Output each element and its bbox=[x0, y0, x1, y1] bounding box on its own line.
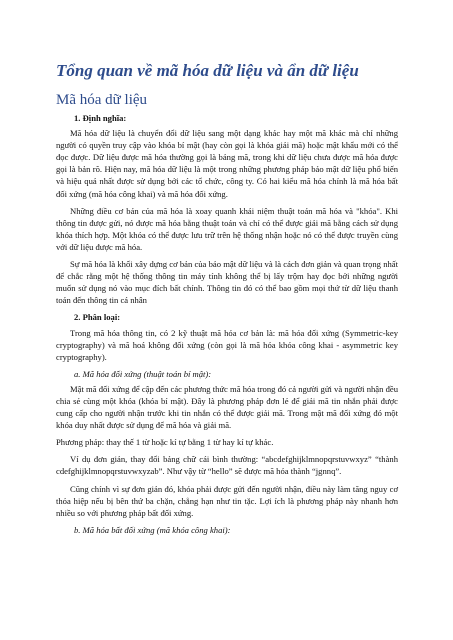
section-heading: Mã hóa dữ liệu bbox=[56, 92, 148, 108]
paragraph: Mã hóa dữ liệu là chuyển đổi dữ liệu sang một dạng khác hay một mã khác mà chỉ những người có quyền truy cập vào khóa bí mật (hay còn gọi là khóa giải mã) hoặc mật khẩu mới có thể đọc được. Dữ liệu được mã hóa thường gọi là bảng mã, trong khi dữ liệu chưa được mã hóa được gọi là bản rõ. Hiện nay, mã hóa dữ liệu là một trong những phương pháp bảo mật dữ liệu phổ biến và hiệu quả nhất được sử dụng bởi các tổ chức, công ty. Có hai kiểu mã hóa chính là mã hóa bất đối xứng (mã hóa công khai) và mã hóa đối xứng. bbox=[56, 128, 398, 199]
paragraph: Sự mã hóa là khối xây dựng cơ bản của bảo mật dữ liệu và là cách đơn giản và quan trọng nhất để chắc rằng một hệ thống thông tin máy tính không thể bị lấy trộm hay đọc bởi những người muốn sử dụng nó vào mục đích bất chính. Thông tin đó có thể bao gồm mọi thứ từ dữ liệu thanh toán đến thông tin cá nhân bbox=[56, 259, 398, 306]
paragraph: Cũng chính vì sự đơn giản đó, khóa phải được gửi đến người nhận, điều này làm tăng nguy cơ thỏa hiệp nếu bị bên thứ ba chặn, chẳng hạn như tin tặc. Lợi ích là phương pháp này nhanh hơn nhiều so với phương pháp bất đối xứng. bbox=[56, 483, 398, 518]
heading-definition: 1. Định nghĩa: bbox=[74, 113, 127, 123]
paragraph: Trong mã hóa thông tin, có 2 kỹ thuật mã hóa cơ bản là: mã hóa đối xứng (Symmetric-key cryptography) và mã hoá không đối xứng (còn gọi là mã hóa khóa công khai - asymmetric key cryptography). bbox=[56, 327, 398, 362]
paragraph: Những điều cơ bản của mã hóa là xoay quanh khái niệm thuật toán mã hóa và "khóa". Khi thông tin được gửi, nó được mã hóa bằng thuật toán và chỉ có thể được giải mã bằng cách sử dụng khóa thích hợp. Một khóa có thể được lưu trữ trên hệ thống nhận hoặc nó có thể được truyền cùng với dữ liệu được mã hóa. bbox=[56, 205, 398, 252]
paragraph: Ví dụ đơn giản, thay đổi bảng chữ cái bình thường: “abcdefghijklmnopqrstuvwxyz” “thành cdefghijklmnopqrstuvwxyzab”. Như vậy từ “hello” sẽ được mã hóa thành “jgnnq”. bbox=[56, 454, 398, 477]
heading-classification: 2. Phân loại: bbox=[74, 312, 121, 323]
subheading-asymmetric: b. Mã hóa bất đối xứng (mã khóa công khai): bbox=[74, 524, 231, 535]
document-title: Tổng quan về mã hóa dữ liệu và ẩn dữ liệu bbox=[56, 61, 359, 80]
paragraph: Phương pháp: thay thế 1 từ hoặc kí tự bằng 1 từ hay kí tự khác. bbox=[56, 437, 274, 448]
paragraph: Mật mã đối xứng để cập đến các phương thức mã hóa trong đó cả người gửi và người nhận đều chia sẻ cùng một khóa (khóa bí mật). Đây là phương pháp đơn lẻ để giải mã tin nhắn phải được cung cấp cho người nhận trước khi tin nhắn có thể được giải mã. Trong mật mã đối xứng đó một khóa duy nhất được sử dụng để mã hóa và giải mã. bbox=[56, 383, 398, 431]
document-body bbox=[56, 112, 398, 539]
subheading-symmetric: a. Mã hóa đối xứng (thuật toán bí mật): bbox=[74, 368, 212, 379]
